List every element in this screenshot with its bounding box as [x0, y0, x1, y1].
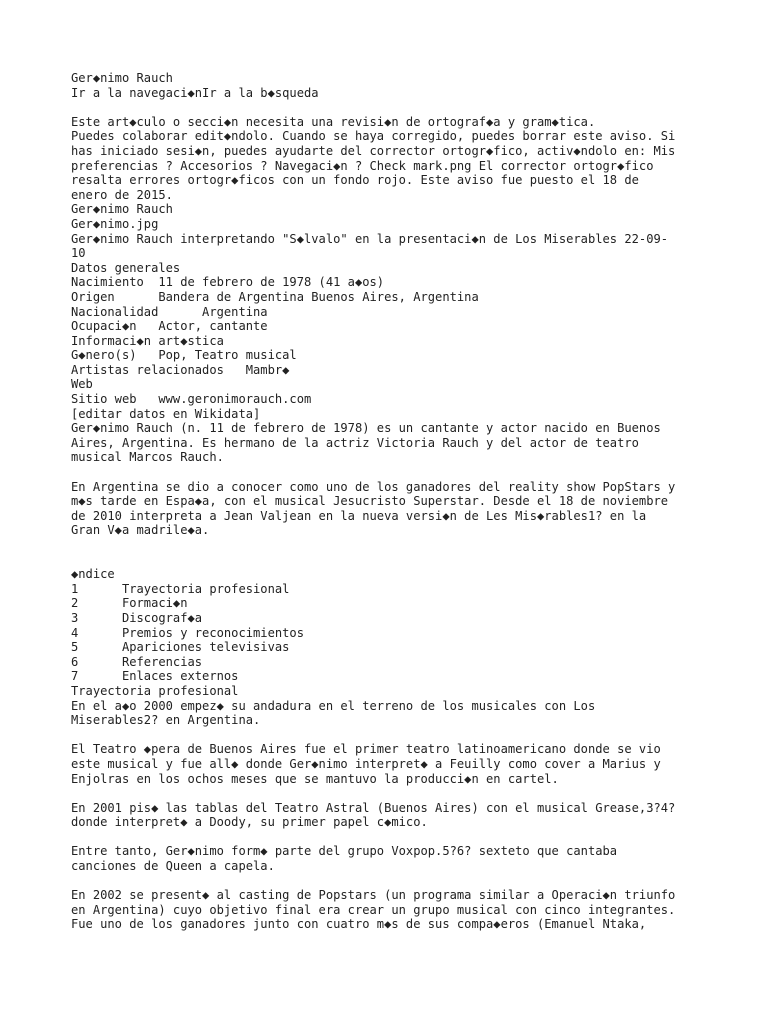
text-line: Nacimiento 11 de febrero de 1978 (41 a◆os)	[71, 275, 385, 290]
text-line: Ir a la navegaci◆nIr a la b◆squeda	[71, 85, 319, 100]
text-line: 2 Formaci◆n	[71, 596, 188, 611]
text-line: Ger◆nimo Rauch (n. 11 de febrero de 1978) es un cantante y actor nacido en Buenos	[71, 421, 661, 436]
text-line: Puedes colaborar edit◆ndolo. Cuando se haya corregido, puedes borrar este aviso. Si	[71, 129, 676, 144]
text-line: 3 Discograf◆a	[71, 610, 203, 625]
text-line: En Argentina se dio a conocer como uno de los ganadores del reality show PopStars y	[71, 479, 676, 494]
text-line: preferencias ? Accesorios ? Navegaci◆n ? Check mark.png El corrector ortogr◆fico	[71, 158, 654, 173]
text-line: Sitio web www.geronimorauch.com	[71, 392, 312, 407]
text-line: 6 Referencias	[71, 654, 203, 669]
text-line: [editar datos en Wikidata]	[71, 406, 261, 421]
text-line: ◆ndice	[71, 567, 115, 582]
blank-line	[71, 100, 711, 115]
text-line: El Teatro ◆pera de Buenos Aires fue el primer teatro latinoamericano donde se vio	[71, 742, 661, 757]
text-line: musical Marcos Rauch.	[71, 450, 224, 465]
blank-line	[71, 553, 711, 568]
text-line: Este art◆culo o secci◆n necesita una revisi◆n de ortograf◆a y gram◆tica.	[71, 114, 596, 129]
blank-line	[71, 465, 711, 480]
text-line: Artistas relacionados Mambr◆	[71, 362, 290, 377]
text-line: de 2010 interpreta a Jean Valjean en la nueva versi◆n de Les Mis◆rables1? en la	[71, 508, 647, 523]
text-line: Ocupaci◆n Actor, cantante	[71, 319, 268, 334]
text-line: en Argentina) cuyo objetivo final era crear un grupo musical con cinco integrantes.	[71, 902, 676, 917]
text-line: has iniciado sesi◆n, puedes ayudarte del corrector ortogr◆fico, activ◆ndolo en: Mis	[71, 143, 676, 158]
text-line: Aires, Argentina. Es hermano de la actriz Victoria Rauch y del actor de teatro	[71, 435, 639, 450]
text-line: 1 Trayectoria profesional	[71, 581, 290, 596]
text-line: Enjolras en los ochos meses que se mantuvo la producci◆n en cartel.	[71, 771, 559, 786]
text-line: m◆s tarde en Espa◆a, con el musical Jesucristo Superstar. Desde el 18 de noviembre	[71, 494, 669, 509]
text-line: 7 Enlaces externos	[71, 669, 239, 684]
text-line: Ger◆nimo.jpg	[71, 216, 159, 231]
text-line: Origen Bandera de Argentina Buenos Aires, Argentina	[71, 289, 479, 304]
text-line: este musical y fue all◆ donde Ger◆nimo interpret◆ a Feuilly como cover a Marius y	[71, 756, 661, 771]
text-line: Datos generales	[71, 260, 181, 275]
blank-line	[71, 538, 711, 553]
text-line: Web	[71, 377, 93, 392]
text-line: Informaci◆n art◆stica	[71, 333, 224, 348]
blank-line	[71, 786, 711, 801]
blank-line	[71, 728, 711, 743]
text-line: Nacionalidad Argentina	[71, 304, 268, 319]
blank-line	[71, 874, 711, 889]
text-line: 4 Premios y reconocimientos	[71, 625, 304, 640]
text-line: Ger◆nimo Rauch interpretando "S◆lvalo" en la presentaci◆n de Los Miserables 22-09-	[71, 231, 669, 246]
text-line: 10	[71, 246, 86, 261]
text-line: resalta errores ortogr◆ficos con un fondo rojo. Este aviso fue puesto el 18 de	[71, 173, 639, 188]
text-line: 5 Apariciones televisivas	[71, 640, 290, 655]
text-line: En 2001 pis◆ las tablas del Teatro Astral (Buenos Aires) con el musical Grease,3?4?	[71, 800, 676, 815]
text-line: Trayectoria profesional	[71, 683, 239, 698]
text-line: Fue uno de los ganadores junto con cuatro m◆s de sus compa◆eros (Emanuel Ntaka,	[71, 917, 647, 932]
text-line: Ger◆nimo Rauch	[71, 71, 173, 85]
text-line: donde interpret◆ a Doody, su primer papel c◆mico.	[71, 815, 428, 830]
blank-line	[71, 830, 711, 845]
document-page	[71, 71, 711, 932]
text-line: enero de 2015.	[71, 187, 173, 202]
text-line: Ger◆nimo Rauch	[71, 202, 173, 217]
text-line: Miserables2? en Argentina.	[71, 713, 261, 728]
text-line: En el a◆o 2000 empez◆ su andadura en el terreno de los musicales con Los	[71, 698, 596, 713]
text-line: G◆nero(s) Pop, Teatro musical	[71, 348, 297, 363]
text-line: Entre tanto, Ger◆nimo form◆ parte del grupo Voxpop.5?6? sexteto que cantaba	[71, 844, 618, 859]
text-line: canciones de Queen a capela.	[71, 859, 275, 874]
text-line: En 2002 se present◆ al casting de Popstars (un programa similar a Operaci◆n triunfo	[71, 888, 676, 903]
text-line: Gran V◆a madrile◆a.	[71, 523, 210, 538]
